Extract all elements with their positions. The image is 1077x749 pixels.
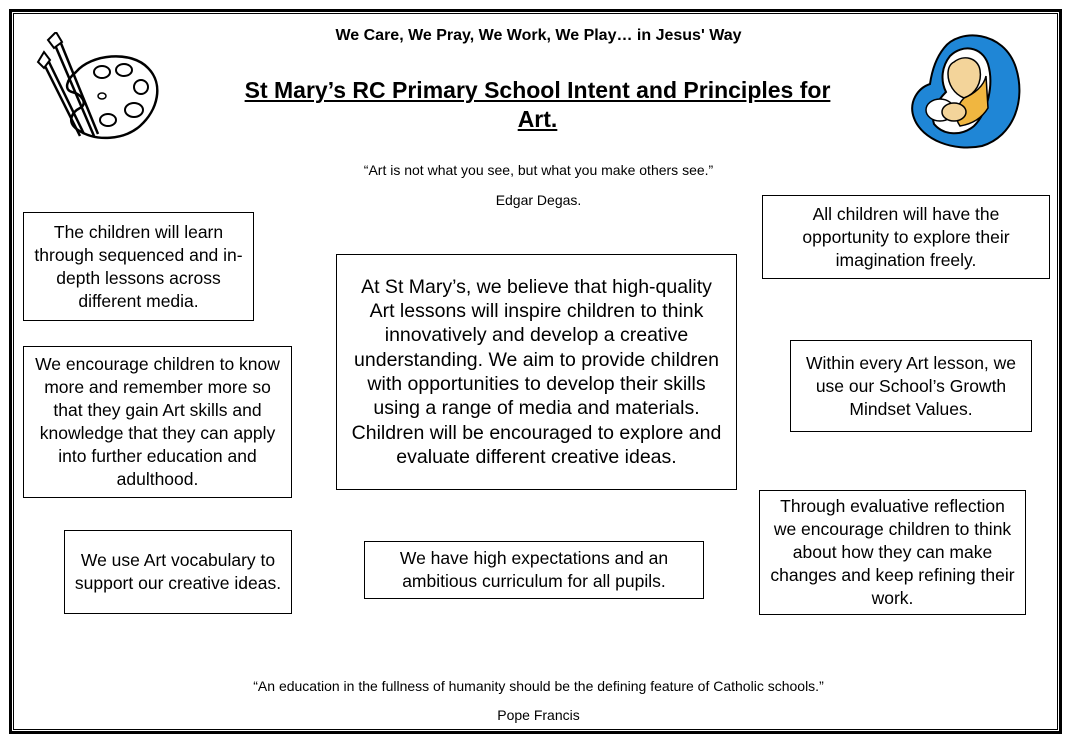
page-title: St Mary’s RC Primary School Intent and Principles for Art. <box>244 77 831 132</box>
pope-francis-attribution: Pope Francis <box>497 707 580 723</box>
principle-box-know-more: We encourage children to know more and remember more so that they gain Art skills and knowledge that they can apply into further education and adulthood. <box>23 346 292 498</box>
principle-box-sequenced-lessons: The children will learn through sequenced and in-depth lessons across different media. <box>23 212 254 321</box>
school-motto: We Care, We Pray, We Work, We Play… in Jesus' Way <box>335 27 742 44</box>
degas-attribution: Edgar Degas. <box>495 192 582 208</box>
pope-francis-quote: “An education in the fullness of humanity should be the defining feature of Catholic schools.” <box>253 678 824 694</box>
paint-palette-icon <box>36 32 166 147</box>
principle-box-imagination: All children will have the opportunity to explore their imagination freely. <box>762 195 1050 279</box>
principle-box-expectations: We have high expectations and an ambitious curriculum for all pupils. <box>364 541 704 599</box>
central-intent-box: At St Mary’s, we believe that high-quality Art lessons will inspire children to think innovatively and develop a creative understanding. We aim to provide children with opportunities to develop their skills using a range of media and materials. Children will be encouraged to explore and evaluate different creative ideas. <box>336 254 737 490</box>
madonna-and-child-icon <box>904 28 1026 150</box>
principle-box-vocabulary: We use Art vocabulary to support our creative ideas. <box>64 530 292 614</box>
principle-box-growth-mindset: Within every Art lesson, we use our School’s Growth Mindset Values. <box>790 340 1032 432</box>
degas-quote: “Art is not what you see, but what you make others see.” <box>363 162 714 178</box>
principle-box-reflection: Through evaluative reflection we encourage children to think about how they can make changes and keep refining their work. <box>759 490 1026 615</box>
